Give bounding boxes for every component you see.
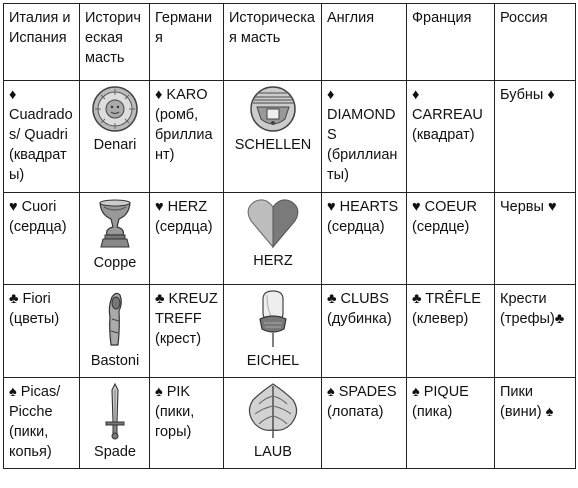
- cell-germany: ♠ PIK (пики, горы): [150, 378, 224, 469]
- suits-table: [3, 3, 576, 469]
- cell-england: ♣ CLUBS (дубинка): [322, 285, 407, 378]
- table-row-spades: [4, 378, 576, 469]
- cell-russia: Бубны ♦: [495, 81, 576, 193]
- cell-england: ♥ HEARTS (сердца): [322, 193, 407, 285]
- cell-italy: ♥ Cuori (сердца): [4, 193, 80, 285]
- table-row-clubs: [4, 285, 576, 378]
- cup-icon: [95, 197, 135, 251]
- cell-france: ♦ CARREAU (квадрат): [407, 81, 495, 193]
- coin-sun-icon: [91, 85, 139, 133]
- cell-historical-2: [224, 285, 322, 378]
- historical-suit-label: HERZ: [253, 253, 293, 269]
- cell-russia: Червы ♥: [495, 193, 576, 285]
- header-italy-spain: Италия и Испания: [4, 4, 80, 81]
- cell-france: ♠ PIQUE (пика): [407, 378, 495, 469]
- header-england: Англия: [322, 4, 407, 81]
- cell-russia: Пики (вини) ♠: [495, 378, 576, 469]
- header-row: [4, 4, 576, 81]
- historical-suit-label: Denari: [93, 137, 137, 153]
- cell-italy: ♣ Fiori (цветы): [4, 285, 80, 378]
- historical-suit-label: EICHEL: [246, 353, 300, 369]
- cell-historical-1: [80, 81, 150, 193]
- leaf-icon: [245, 382, 301, 440]
- table-row-diamonds: [4, 81, 576, 193]
- historical-suit-label: Spade: [94, 444, 136, 460]
- cell-italy: ♦ Cuadrados/ Quadri (квадраты): [4, 81, 80, 193]
- header-russia: Россия: [495, 4, 576, 81]
- historical-suit-label: SCHELLEN: [234, 137, 312, 153]
- cell-historical-1: [80, 378, 150, 469]
- table-row-hearts: [4, 193, 576, 285]
- cell-england: ♦ DIAMONDS (бриллианты): [322, 81, 407, 193]
- cell-italy: ♠ Picas/ Picche (пики, копья): [4, 378, 80, 469]
- cell-germany: ♦ KARO (ромб, бриллиант): [150, 81, 224, 193]
- cell-england: ♠ SPADES (лопата): [322, 378, 407, 469]
- cell-historical-1: [80, 285, 150, 378]
- cell-france: ♥ COEUR (сердце): [407, 193, 495, 285]
- historical-suit-label: Coppe: [93, 255, 137, 271]
- cell-historical-2: [224, 81, 322, 193]
- historical-suit-label: Bastoni: [90, 353, 140, 369]
- header-france: Франция: [407, 4, 495, 81]
- cell-historical-2: [224, 378, 322, 469]
- bell-icon: [249, 85, 297, 133]
- club-baton-icon: [100, 289, 130, 349]
- header-historical-suit-1: Историческая масть: [80, 4, 150, 81]
- header-historical-suit-2: Историческая масть: [224, 4, 322, 81]
- heart-icon: [246, 197, 300, 249]
- cell-russia: Крести (трефы)♣: [495, 285, 576, 378]
- cell-france: ♣ TRÊFLE (клевер): [407, 285, 495, 378]
- sword-icon: [103, 382, 127, 440]
- cell-germany: ♥ HERZ (сердца): [150, 193, 224, 285]
- acorn-icon: [255, 289, 291, 349]
- cell-germany: ♣ KREUZ TREFF (крест): [150, 285, 224, 378]
- historical-suit-label: LAUB: [254, 444, 292, 460]
- cell-historical-2: [224, 193, 322, 285]
- header-germany: Германия: [150, 4, 224, 81]
- cell-historical-1: [80, 193, 150, 285]
